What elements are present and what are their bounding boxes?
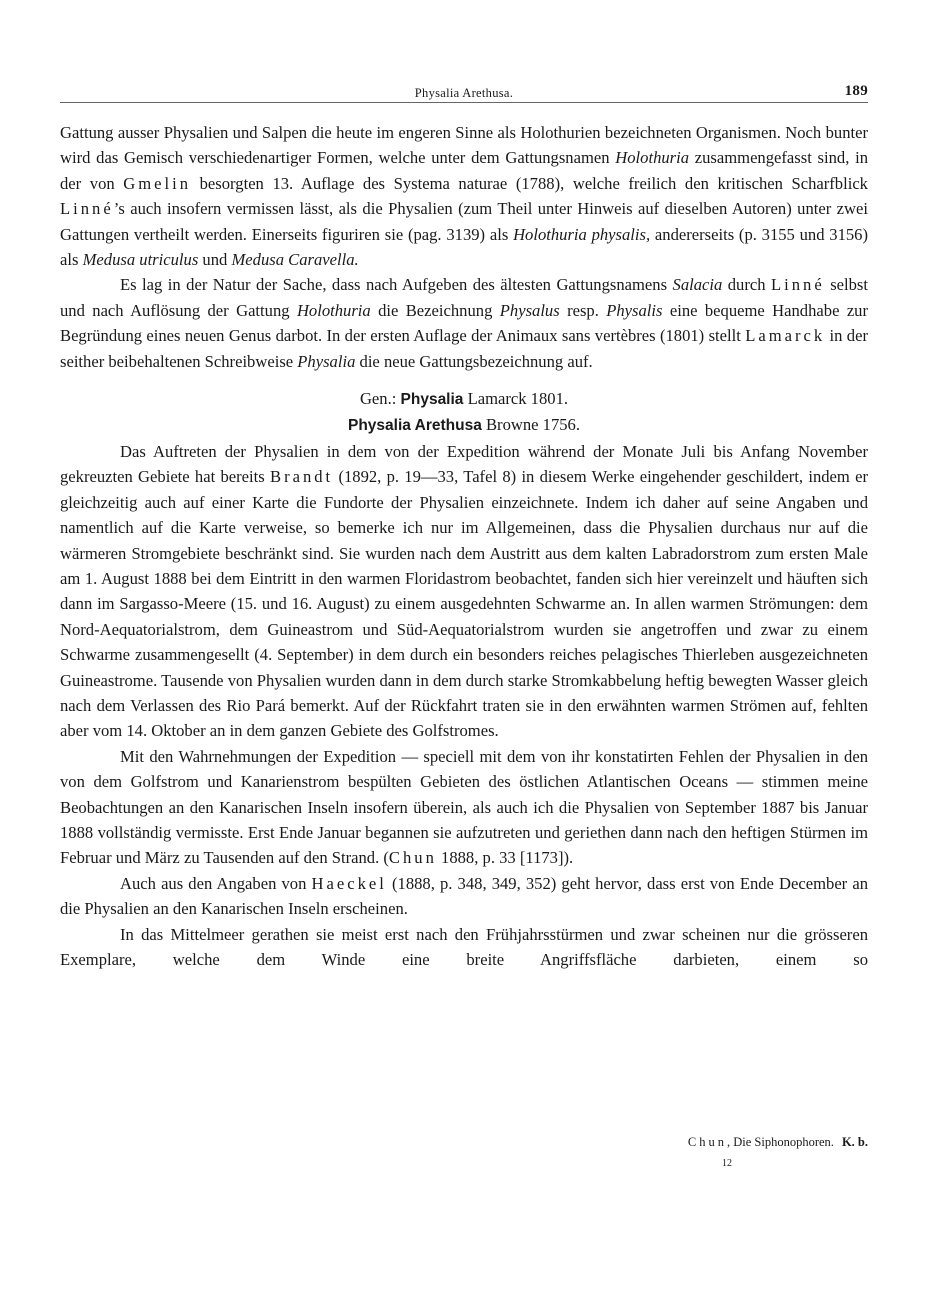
signature-mark: K. b. <box>841 1135 868 1149</box>
author-name: Lamarck <box>745 326 826 346</box>
text-run: Mit den Wahrnehmungen der Expedition — speciell mit dem von ihr konstatirten Fehlen der Physalien in den von dem Golfstrom und Kanarienstrom bespülten Gebieten des östlichen Atlantischen Oceans — stimmen meine Beobachtungen an den Kanarischen Inseln insofern überein, als auch ich die Physalien von September 1887 bis Januar 1888 vollständig vermisste. Erst Ende Januar begannen sie aufzutreten und geriethen dann nach den heftigen Stürmen im Februar und März zu Tausenden auf den Strand. ( <box>60 746 868 868</box>
text-run: die neue Gattungsbezeichnung auf. <box>355 351 593 371</box>
document-page <box>60 80 869 1169</box>
running-header <box>60 80 868 102</box>
paragraph-4 <box>60 744 868 871</box>
species-heading <box>60 412 868 438</box>
italic-term: Holothuria physalis, <box>513 224 651 244</box>
heading-prefix: Gen.: <box>359 389 401 409</box>
italic-term: Medusa Caravella. <box>231 250 359 270</box>
text-run: in der seither beibehaltenen Schreibweise <box>60 326 868 371</box>
text-run: zusammengefasst sind, in der von <box>60 148 868 193</box>
sheet-number: 12 <box>722 1158 732 1169</box>
text-run: Das Auftreten der Physalien in dem von der Expedition während der Monate Juli bis Anfang November gekreuzten Gebiete hat bereits <box>60 441 868 487</box>
paragraph-3 <box>60 439 868 744</box>
author-name: Linné <box>60 199 114 219</box>
text-run: Auch aus den Angaben von <box>120 873 312 893</box>
text-run: besorgten 13. Auflage des Systema naturae (1788), welche freilich den kritischen Scharfblick <box>191 173 868 193</box>
text-run: (1888, p. 348, 349, 352) geht hervor, dass erst von Ende December an die Physalien an den Kanarischen Inseln erscheinen. <box>60 873 868 919</box>
italic-term: Physalia <box>297 351 356 371</box>
species-name: Physalia Arethusa <box>348 417 482 435</box>
text-run: ’s auch insofern vermissen lässt, als die Physalien (zum Theil unter Hinweis auf dieselben Autoren) unter zwei Gattungen vertheilt werden. Einerseits figuriren sie (pag. 3139) als <box>60 199 868 244</box>
paragraph-5 <box>60 871 868 922</box>
page-number: 189 <box>844 83 868 99</box>
author-name: Gmelin <box>123 173 192 193</box>
italic-term: Holothuria <box>296 300 371 320</box>
text-run: Es lag in der Natur der Sache, dass nach Aufgeben des ältesten Gattungsnamens <box>120 275 673 295</box>
page-body <box>60 120 868 972</box>
running-title: Physalia Arethusa. <box>414 86 514 100</box>
italic-term: Physalus <box>499 300 560 320</box>
italic-term: Medusa utriculus <box>82 250 199 270</box>
text-run: Gattung ausser Physalien und Salpen die heute im engeren Sinne als Holothurien bezeichneten Organismen. Noch bunter wird das Gemisch verschiedenartiger Formen, welche unter dem Gattungsnamen <box>60 123 868 168</box>
paragraph-1 <box>60 120 868 272</box>
italic-term: Holothuria <box>615 148 690 168</box>
text-run: (1892, p. 19—33, Tafel 8) in diesem Werke eingehender geschildert, indem er gleichzeitig auch auf einer Karte die Fundorte der Physalien einzeichnete. Indem ich daher auf seine Angaben und namentlich auf die Karte verweise, so bemerke ich nur im Allgemeinen, dass die Physalien durchaus nur auf die wärmeren Stromgebiete beschränkt sind. Sie wurden nach dem Austritt aus dem kalten Labradorstrom zum ersten Male am 1. August 1888 bei dem Eintritt in den warmen Floridastrom beobachtet, fanden sich hier vereinzelt und häuften sich dann im Sargasso-Meere (15. und 16. August) zu einem ausgedehnten Schwarme an. In allen warmen Strömungen: dem Nord-Aequatorialstrom, dem Guineastrom und Süd-Aequatorialstrom wurden sie angetroffen und zwar zu einem Schwarme zusammengesellt (4. September) in dem durch ein besonders reiches pelagisches Thierleben ausgezeichneten Guineastrome. Tausende von Physalien wurden dann in dem durch starke Stromkabbelung heftig bewegten Wasser gleich nach dem Verlassen des Rio Pará bemerkt. Auf der Rückfahrt traten sie in den erwähnten warmen Strömen auf, fehlten aber vom 14. Oktober an in dem ganzen Gebiete des Golfstromes. <box>60 467 868 741</box>
heading-suffix: Lamarck 1801. <box>463 389 569 409</box>
signature-line <box>688 1135 868 1150</box>
signature-title: , Die Siphonophoren. <box>727 1135 834 1149</box>
signature-author: Chun <box>687 1135 727 1149</box>
author-name: Brandt <box>270 467 334 487</box>
text-run: andererseits (p. 3155 und 3156) als <box>60 224 869 270</box>
italic-term: Physalis <box>606 300 663 320</box>
text-run: In das Mittelmeer gerathen sie meist erst nach den Frühjahrsstürmen und zwar scheinen nur die grösseren Exemplare, welche dem Winde eine breite Angriffsfläche darbieten, einem so <box>60 924 868 969</box>
italic-term: Salacia <box>672 275 723 295</box>
paragraph-6 <box>60 922 868 973</box>
genus-heading <box>60 386 868 412</box>
text-run: und <box>198 250 232 270</box>
header-rule <box>60 102 868 103</box>
paragraph-2 <box>60 272 868 374</box>
text-run: resp. <box>559 300 607 320</box>
text-run: eine bequeme Handhabe zur Begründung eines neuen Genus darbot. In der ersten Auflage der Animaux sans vertèbres (1801) stellt <box>60 300 869 346</box>
author-name: Linné <box>771 275 825 295</box>
author-name: Chun <box>388 848 437 868</box>
author-name: Haeckel <box>311 873 387 893</box>
text-run: die Bezeichnung <box>370 300 500 320</box>
genus-name: Physalia <box>400 391 464 409</box>
heading-suffix: Browne 1756. <box>481 415 580 435</box>
text-run: selbst und nach Auflösung der Gattung <box>60 275 868 320</box>
text-run: durch <box>722 275 772 295</box>
text-run: 1888, p. 33 [1173]). <box>436 848 574 868</box>
